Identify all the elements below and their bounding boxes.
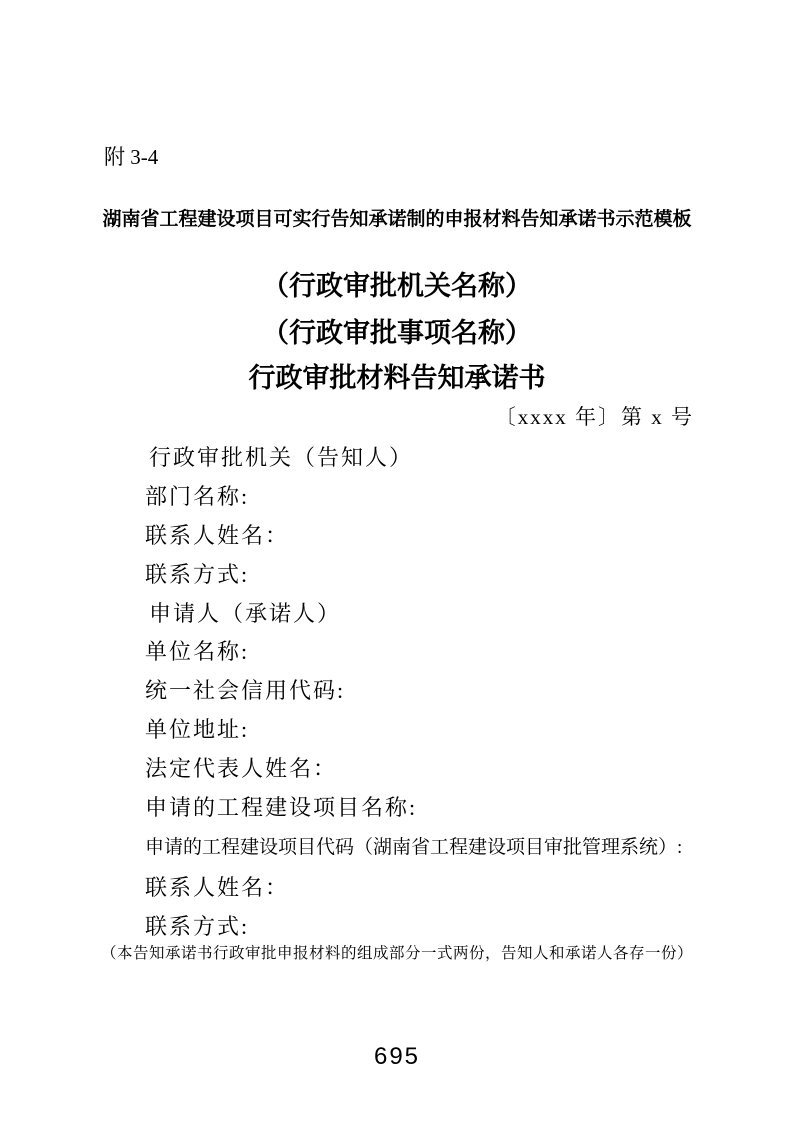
form-line-project-name: 申请的工程建设项目名称: bbox=[145, 795, 418, 821]
form-line-contact-name-2: 联系人姓名： bbox=[145, 874, 290, 900]
form-line-approval-authority: 行政审批机关（告知人） bbox=[149, 445, 414, 470]
form-line-contact-method-2: 联系方式: bbox=[145, 913, 250, 939]
form-line-contact-name: 联系人姓名： bbox=[145, 522, 290, 548]
document-number: 〔xxxx 年〕第 x 号 bbox=[494, 405, 694, 429]
heading-approval-item-name: （行政审批事项名称） bbox=[262, 318, 532, 348]
form-line-contact-method: 联系方式: bbox=[145, 561, 250, 587]
form-line-credit-code: 统一社会信用代码: bbox=[145, 678, 346, 704]
form-line-project-code: 申请的工程建设项目代码（湖南省工程建设项目审批管理系统）: bbox=[145, 836, 683, 858]
form-line-legal-rep-name: 法定代表人姓名： bbox=[145, 756, 338, 782]
form-line-unit-name: 单位名称: bbox=[145, 639, 250, 665]
heading-document-title: 行政审批材料告知承诺书 bbox=[248, 363, 546, 393]
template-title: 湖南省工程建设项目可实行告知承诺制的申报材料告知承诺书示范模板 bbox=[102, 209, 692, 230]
form-fields bbox=[145, 441, 745, 949]
page-number: 695 bbox=[373, 1043, 421, 1070]
form-line-applicant: 申请人（承诺人） bbox=[149, 600, 342, 626]
form-line-department-name: 部门名称: bbox=[145, 483, 250, 509]
footnote-copies-note: （本告知承诺书行政审批申报材料的组成部分一式两份，告知人和承诺人各存一份） bbox=[100, 945, 693, 962]
attachment-number: 附 3-4 bbox=[104, 145, 159, 169]
form-line-unit-address: 单位地址: bbox=[145, 717, 250, 743]
heading-agency-name: （行政审批机关名称） bbox=[262, 271, 532, 301]
